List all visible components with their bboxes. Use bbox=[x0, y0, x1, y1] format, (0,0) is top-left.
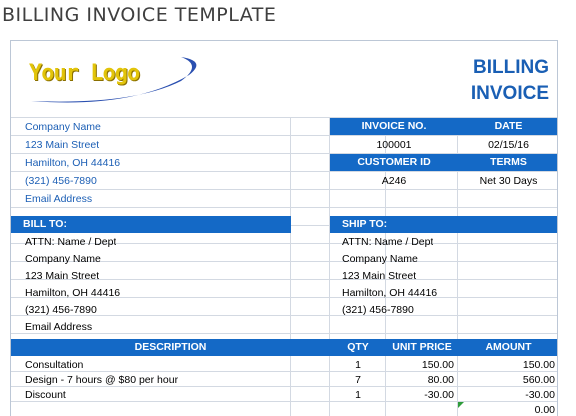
bill-to-line: (321) 456-7890 bbox=[25, 304, 97, 316]
ship-to-header: SHIP TO: bbox=[330, 216, 558, 233]
ship-to-line: ATTN: Name / Dept bbox=[342, 236, 434, 248]
page-heading: BILLING INVOICE TEMPLATE bbox=[2, 4, 277, 26]
item-description: Discount bbox=[25, 389, 66, 401]
item-unit-price: 150.00 bbox=[421, 359, 454, 371]
grid-line bbox=[11, 207, 558, 208]
unit-price-column-header: UNIT PRICE bbox=[386, 339, 458, 356]
item-qty: 1 bbox=[355, 359, 361, 371]
customer-id-value: A246 bbox=[381, 175, 407, 187]
grid-line bbox=[11, 171, 558, 172]
bill-to-line: ATTN: Name / Dept bbox=[25, 236, 117, 248]
item-unit-price: 80.00 bbox=[427, 374, 454, 386]
item-qty: 1 bbox=[355, 389, 361, 401]
company-city: Hamilton, OH 44416 bbox=[25, 157, 121, 169]
bill-to-header: BILL TO: bbox=[11, 216, 291, 233]
company-street: 123 Main Street bbox=[25, 139, 100, 151]
description-column-header: DESCRIPTION bbox=[11, 339, 330, 356]
date-value: 02/15/16 bbox=[488, 139, 529, 151]
grid-line bbox=[11, 189, 558, 190]
bill-to-line: Hamilton, OH 44416 bbox=[25, 287, 121, 299]
item-amount: 560.00 bbox=[522, 374, 555, 386]
ship-to-line: Hamilton, OH 44416 bbox=[342, 287, 438, 299]
date-header: DATE bbox=[458, 118, 558, 135]
document-title bbox=[471, 55, 549, 107]
ship-to-line: Company Name bbox=[342, 253, 418, 265]
item-amount: 0.00 bbox=[534, 404, 555, 416]
customer-id-header: CUSTOMER ID bbox=[330, 154, 458, 171]
company-email: Email Address bbox=[25, 193, 93, 205]
bill-to-line: 123 Main Street bbox=[25, 270, 100, 282]
document-title-line2: INVOICE bbox=[470, 83, 549, 104]
company-logo bbox=[21, 49, 211, 111]
ship-to-line: (321) 456-7890 bbox=[342, 304, 414, 316]
ship-to-line: 123 Main Street bbox=[342, 270, 417, 282]
invoice-sheet bbox=[10, 40, 558, 416]
terms-header: TERMS bbox=[458, 154, 558, 171]
document-title-line1: BILLING bbox=[473, 57, 549, 78]
bill-to-line: Company Name bbox=[25, 253, 101, 265]
qty-column-header: QTY bbox=[330, 339, 386, 356]
grid-line bbox=[11, 135, 558, 136]
company-name: Company Name bbox=[25, 121, 101, 133]
company-phone: (321) 456-7890 bbox=[25, 175, 97, 187]
invoice-no-header: INVOICE NO. bbox=[330, 118, 458, 135]
item-amount: -30.00 bbox=[525, 389, 555, 401]
amount-column-header: AMOUNT bbox=[458, 339, 558, 356]
grid-line bbox=[11, 333, 558, 334]
item-qty: 7 bbox=[355, 374, 361, 386]
terms-value: Net 30 Days bbox=[479, 175, 538, 187]
item-unit-price: -30.00 bbox=[424, 389, 454, 401]
item-description: Consultation bbox=[25, 359, 84, 371]
bill-to-line: Email Address bbox=[25, 321, 93, 333]
item-description: Design - 7 hours @ $80 per hour bbox=[25, 374, 179, 386]
item-amount: 150.00 bbox=[522, 359, 555, 371]
logo-text: Your Logo bbox=[29, 61, 140, 86]
invoice-no-value: 100001 bbox=[376, 139, 412, 151]
